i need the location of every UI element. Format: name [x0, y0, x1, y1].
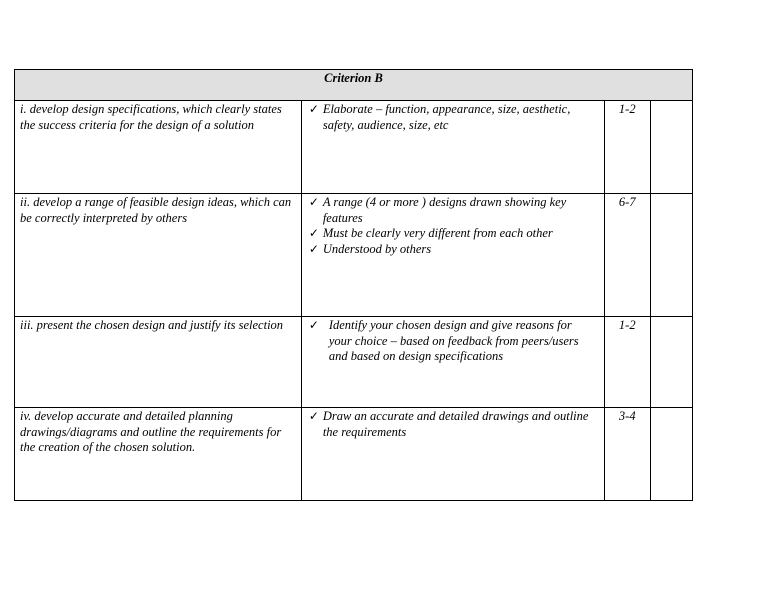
check-icon: ✓ — [308, 241, 319, 256]
table-row — [15, 194, 693, 317]
checklist-item-text: Identify your chosen design and give reasons for your choice – based on feedback from peers/users and based on design specifications — [328, 318, 579, 363]
checklist-item-text: Elaborate – function, appearance, size, aesthetic, safety, audience, size, etc — [322, 102, 571, 132]
marks-range: 3-4 — [618, 409, 636, 423]
table-header-row — [15, 70, 693, 101]
check-icon: ✓ — [308, 226, 319, 240]
strand-description: ii. develop a range of feasible design ideas, which can be correctly interpreted by others — [20, 195, 292, 225]
score-cell — [650, 317, 692, 408]
table-row — [15, 317, 693, 408]
description-cell — [15, 317, 302, 408]
marks-cell — [604, 101, 650, 194]
marks-range: 1-2 — [618, 102, 636, 116]
marks-range: 6-7 — [618, 195, 636, 209]
checklist-item — [309, 409, 598, 440]
checklist-cell — [301, 317, 604, 408]
score-cell — [650, 101, 692, 194]
score-cell — [650, 194, 692, 317]
table-row — [15, 408, 693, 501]
strand-description: iv. develop accurate and detailed planning drawings/diagrams and outline the requirements for the creation of the chosen solution. — [20, 409, 282, 454]
checklist — [302, 317, 604, 365]
checklist-item-text: Draw an accurate and detailed drawings and outline the requirements — [322, 409, 589, 439]
criterion-b-table — [14, 69, 693, 501]
checklist-cell — [301, 194, 604, 317]
marks-range: 1-2 — [618, 318, 636, 332]
check-icon: ✓ — [308, 195, 319, 209]
marks-cell — [604, 194, 650, 317]
score-cell — [650, 408, 692, 501]
marks-cell — [604, 317, 650, 408]
checklist-item — [309, 318, 598, 365]
checklist-cell — [301, 408, 604, 501]
table-row — [15, 101, 693, 194]
checklist — [302, 194, 604, 257]
check-icon: ✓ — [308, 318, 319, 332]
check-icon: ✓ — [308, 102, 319, 116]
checklist-item-text: A range (4 or more ) designs drawn showing key features — [322, 195, 567, 225]
checklist-item — [309, 242, 598, 258]
strand-description: i. develop design specifications, which clearly states the success criteria for the design of a solution — [20, 102, 282, 132]
description-cell — [15, 194, 302, 317]
check-icon: ✓ — [308, 409, 319, 423]
checklist — [302, 408, 604, 440]
checklist — [302, 101, 604, 133]
checklist-item-text: Must be clearly very different from each other — [322, 226, 553, 240]
checklist-item — [309, 226, 598, 242]
table-header-cell — [15, 70, 693, 101]
description-cell — [15, 101, 302, 194]
checklist-cell — [301, 101, 604, 194]
checklist-item — [309, 102, 598, 133]
strand-description: iii. present the chosen design and justify its selection — [20, 318, 284, 332]
checklist-item-text: Understood by others — [322, 241, 432, 256]
description-cell — [15, 408, 302, 501]
marks-cell — [604, 408, 650, 501]
checklist-item — [309, 195, 598, 226]
criterion-title: Criterion B — [324, 71, 383, 85]
